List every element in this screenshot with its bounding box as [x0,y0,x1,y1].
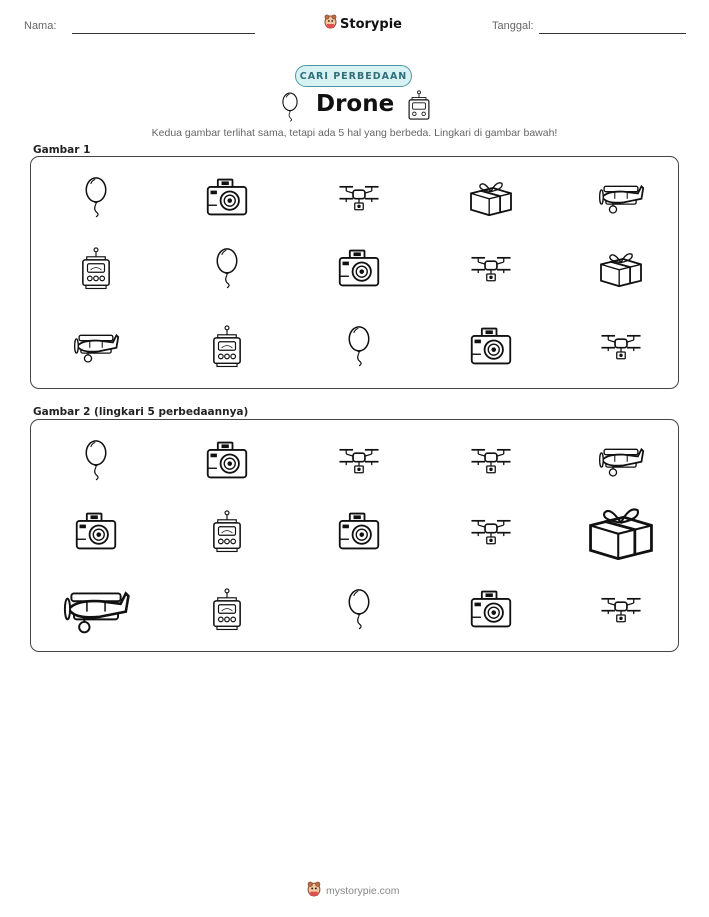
camera-icon[interactable] [74,511,118,551]
balloon-icon[interactable] [344,323,374,369]
airplane-icon[interactable] [72,326,120,366]
camera-icon[interactable] [469,326,513,366]
picture-1-label: Gambar 1 [33,144,91,156]
name-label: Nama: [24,20,57,32]
drone-icon[interactable] [468,443,514,477]
camera-icon[interactable] [205,177,249,217]
name-line[interactable] [72,33,255,34]
date-line[interactable] [539,33,686,34]
brand-name: Storypie [340,16,402,32]
drone-icon[interactable] [468,514,514,548]
robot-icon[interactable] [79,243,113,293]
drone-icon[interactable] [598,592,644,626]
balloon-icon[interactable] [344,586,374,632]
robot-icon[interactable] [210,584,244,634]
activity-badge: CARI PERBEDAAN [295,65,412,87]
gift-icon[interactable] [585,500,657,562]
page-title: Drone [316,91,395,117]
airplane-icon[interactable] [597,177,645,217]
robot-icon [406,90,432,127]
balloon-icon[interactable] [81,437,111,483]
instruction-text: Kedua gambar terlihat sama, tetapi ada 5 hal yang berbeda. Lingkari di gambar bawah! [151,127,558,139]
mascot-icon [307,881,321,900]
drone-icon[interactable] [598,329,644,363]
camera-icon[interactable] [205,440,249,480]
balloon-icon[interactable] [81,174,111,220]
robot-icon[interactable] [210,506,244,556]
picture-2-panel[interactable] [30,419,679,652]
brand-logo [324,14,402,34]
picture-2-label: Gambar 2 (lingkari 5 perbedaannya) [33,406,249,418]
gift-icon[interactable] [596,248,646,288]
camera-icon[interactable] [337,248,381,288]
drone-icon[interactable] [468,251,514,285]
airplane-icon[interactable] [597,440,645,480]
drone-icon[interactable] [336,180,382,214]
balloon-icon[interactable] [212,245,242,291]
date-label: Tanggal: [492,20,534,32]
mascot-icon [324,14,337,34]
camera-icon[interactable] [469,589,513,629]
airplane-icon[interactable] [61,580,131,638]
picture-1-panel[interactable] [30,156,679,389]
drone-icon[interactable] [336,443,382,477]
balloon-icon [279,92,301,127]
footer-url[interactable]: mystorypie.com [326,884,400,897]
robot-icon[interactable] [210,321,244,371]
gift-icon[interactable] [466,177,516,217]
footer [307,881,400,900]
camera-icon[interactable] [337,511,381,551]
